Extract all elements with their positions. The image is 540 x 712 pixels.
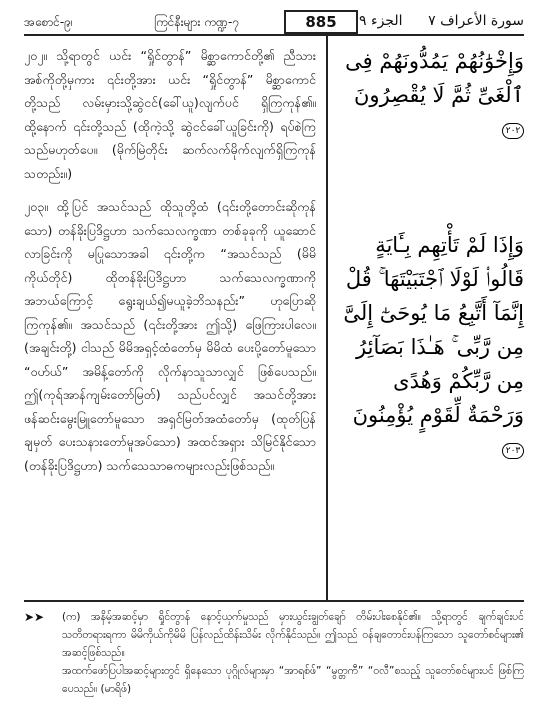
footnote-rule <box>24 600 524 602</box>
header-juz: الجزء ٩ <box>359 13 403 29</box>
footnote-line-2: အထက်ဖော်ပြပါအဆင့်များတွင် ရှိနေသော ပုဂ္ဂိုလ်များမှာ “အာရစ်ဖ်” “မွတ္တကီ” “ဝလီ”စသည့် သူတော်စင်များပင် ဖြစ်ကြပေသည်။ (မာရိဖ်) <box>62 665 524 695</box>
header-chapter-label: အစောင်-၉၊ <box>24 15 73 29</box>
page-header <box>24 10 524 36</box>
header-section-label: ကြင်နီးများ ကဏ္ဍ-၇ <box>154 15 240 29</box>
translation-paragraph-202: ၂၀၂။ သို့ရာတွင် ယင်း “ရှိုင်တွာန်” မိစ္ဆာကောင်တို့၏ ညီသားအစ်ကိုတို့မှကား ၎င်းတို့အား ယင်း “ရှိုင်တွာန်” မိစ္ဆာကောင်တို့သည် လမ်းမှားသို့ဆွဲငင်(ခေါ်ယူ)လျက်ပင် ရှိကြကုန်၏။ ထို့နောက် ၎င်းတို့သည် (ထိုကဲ့သို့ ဆွဲငင်ခေါ်ယူခြင်းကို) ရပ်စဲကြသည်မဟုတ်ပေ။ (မိုက်မြဲတိုင်း ဆက်လက်မိုက်လျက်ရှိကြကုန်သတည်း။) <box>24 48 316 181</box>
arabic-text-202: وَإِخْوَٰنُهُمْ يَمُدُّونَهُمْ فِى ٱلْغَىِّ ثُمَّ لَا يُقْصِرُونَ <box>345 49 524 107</box>
translation-column <box>24 44 316 487</box>
footnote-line-1: (က) အနိမ့်အဆင့်မှာ ရှိုင်တွာန် နောင့်ယှက်မှုသည် မှားယွင်းချွတ်ချော် တိမ်းပါးစေနိုင်၏။ သို့ရာတွင် ချက်ချင်းပင် သတိတရားရကာ မိမိကိုယ်ကိုမိမိ ပြန်လည်ထိန်းသိမ်း လိုက်နိုင်သည်။ ဤသည် ဝန်ချတောင်းပန်ကြသော သူတော်စင်များ၏ အဆင့်ဖြစ်သည်။ <box>62 611 524 659</box>
footnote-text <box>62 608 524 698</box>
footnote-arrow-icon: ➤➤ <box>24 610 45 624</box>
arabic-verse-203 <box>336 228 524 466</box>
ayah-number-203: ٢٠٣ <box>502 443 524 459</box>
header-surah: سورة الأعراف ٧ <box>428 13 524 29</box>
arabic-verse-202 <box>336 44 524 146</box>
ayah-number-202: ٢٠٢ <box>502 123 524 139</box>
arabic-text-203: وَإِذَا لَمْ تَأْتِهِم بِـَٔايَةٍ قَالُوا۟ لَوْلَا ٱجْتَبَيْتَهَا ۚ قُلْ إِنَّمَآ أَتَّبِعُ مَا يُوحَىٰٓ إِلَىَّ مِن رَّبِّى ۚ هَـٰذَا بَصَآئِرُ مِن رَّبِّكُمْ وَهُدًى وَرَحْمَةٌ لِّقَوْمٍ يُؤْمِنُونَ <box>343 233 524 427</box>
page <box>24 10 524 702</box>
page-number: 885 <box>284 10 358 34</box>
column-divider <box>326 36 328 600</box>
translation-paragraph-203: ၂၀၃။ ထို့ပြင် အသင်သည် ထိုသူတို့ထံ (၎င်းတို့တောင်းဆိုကုန်သော) တန်ခိုးပြဒိဋ္ဌဟာ သက်သေလက္ခဏာ တစ်ခုခုကို ယူဆောင်လာခြင်းကို မပြုသောအခါ ၎င်းတို့က “အသင်သည် (မိမိကိုယ်တိုင်) ထိုတန်ခိုးပြဒိဋ္ဌဟာ သက်သေလက္ခဏာကို အဘယ်ကြောင့် ရွေးချယ်၍မယူခဲ့ဘိသနည်း” ဟုပြောဆိုကြကုန်၏။ အသင်သည် (၎င်းတို့အား ဤသို့) ဖြေကြားပါလေ။ (အချင်းတို့) ငါသည် မိမိအရှင့်ထံတော်မှ မိမိထံ ပေးပို့တော်မူသော “ဝဟ်ယ်” အမိန့်တော်ကို လိုက်နာသူသာလျှင် ဖြစ်ပေသည်။ ဤ(ကုရ်အာန်ကျမ်းတော်မြတ်) သည်ပင်လျှင် အသင်တို့အား ဖန်ဆင်းမွေးမြူတော်မူသော အရှင်မြတ်အထံတော်မှ (ထုတ်ပြန်ချမှတ် ပေးသနားတော်မူအပ်သော) အထင်အရှား သိမြင်နိုင်သော (တန်ခိုးပြဒိဋ္ဌဟာ) သက်သေသာဓကများလည်းဖြစ်သည်။ <box>24 199 316 473</box>
